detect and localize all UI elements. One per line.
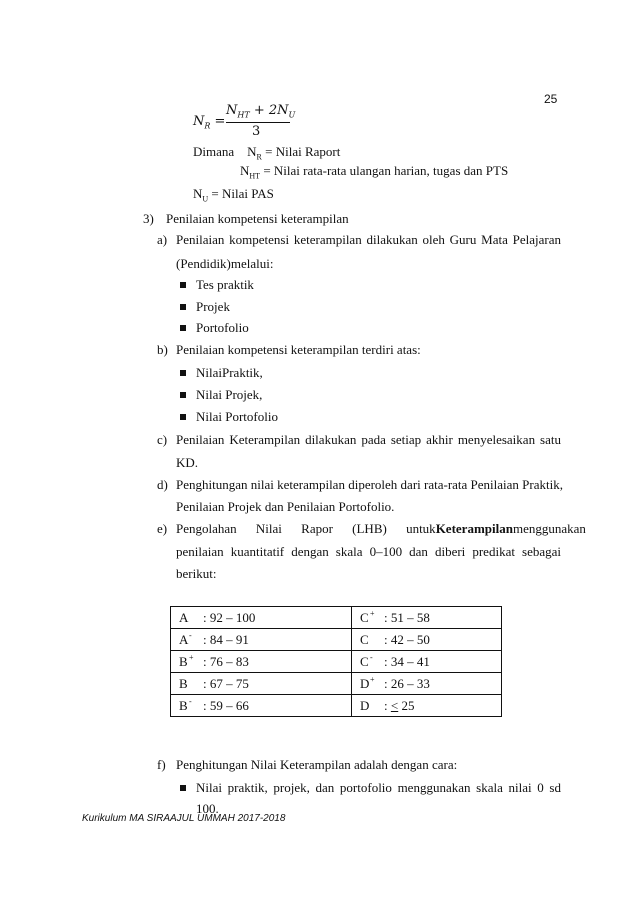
b-bullet-3: Nilai Portofolio <box>196 409 278 424</box>
grade-table-row <box>171 607 502 629</box>
item-a-line2: (Pendidik)melalui: <box>176 256 274 271</box>
bullet-square-icon <box>180 370 186 376</box>
grade-cell <box>352 607 502 629</box>
grade-range: : 67 – 75 <box>203 675 249 691</box>
page-number: 25 <box>544 92 558 106</box>
grade-modifier: + <box>370 609 375 619</box>
bullet-square-icon <box>180 414 186 420</box>
grade-table-row <box>171 673 502 695</box>
item-c-line2: KD. <box>176 455 199 470</box>
grade-letter: D <box>360 697 370 713</box>
grade-modifier: - <box>189 631 192 641</box>
formula-numerator-sub2: U <box>288 110 296 120</box>
nr-sub: R <box>256 152 262 162</box>
grade-letter: B <box>179 653 188 669</box>
grade-table-row <box>171 695 502 717</box>
grade-range: : 76 – 83 <box>203 653 249 669</box>
grade-modifier: + <box>370 675 375 685</box>
b-bullet-1: NilaiPraktik, <box>196 365 263 380</box>
grade-letter: A <box>179 609 189 625</box>
grade-cell <box>352 651 502 673</box>
grade-letter: A <box>179 631 189 647</box>
bullet-square-icon <box>180 304 186 310</box>
section-3-number: 3) <box>143 211 154 226</box>
grade-cell <box>171 607 352 629</box>
f-bullet-line1: Nilai praktik, projek, dan portofolio menggunakan skala nilai 0 sd <box>196 780 561 795</box>
item-e-label: e) <box>157 521 168 536</box>
item-e-line3: berikut: <box>176 566 217 581</box>
item-d-label: d) <box>157 477 168 492</box>
a-bullet-1: Tes praktik <box>196 277 254 292</box>
grade-cell <box>171 695 352 717</box>
grade-range: : 84 – 91 <box>203 631 249 647</box>
grade-cell <box>171 629 352 651</box>
item-e-line1-end <box>436 521 586 537</box>
grade-cell <box>352 673 502 695</box>
nht-symbol: N <box>240 163 250 178</box>
grade-cell <box>171 651 352 673</box>
grade-range: : 42 – 50 <box>384 631 430 647</box>
item-e-line1 <box>176 521 586 537</box>
bullet-square-icon <box>180 325 186 331</box>
nr-symbol: N <box>247 144 257 159</box>
nr-text: = Nilai Raport <box>265 144 341 159</box>
definition-nr <box>193 144 340 162</box>
grade-range: : 34 – 41 <box>384 653 430 669</box>
grade-range: : 92 – 100 <box>203 609 256 625</box>
grade-letter: D <box>360 675 370 691</box>
item-e-line1-post: menggunakan <box>512 521 586 536</box>
bullet-square-icon <box>180 282 186 288</box>
item-e-line1-pre: Pengolahan Nilai Rapor (LHB) untuk <box>176 521 436 536</box>
formula-numerator-rest: + 2N <box>249 103 289 118</box>
grade-letter: B <box>179 697 188 713</box>
grade-range: : 26 – 33 <box>384 675 430 691</box>
grade-letter: B <box>179 675 188 691</box>
item-d-line1: Penghitungan nilai keterampilan diperoleh dari rata-rata Penilaian Praktik, <box>176 477 563 492</box>
item-a-label: a) <box>157 232 168 247</box>
footer-text: Kurikulum MA SIRAAJUL UMMAH 2017-2018 <box>82 813 286 824</box>
section-3-title: Penilaian kompetensi keterampilan <box>166 211 349 226</box>
a-bullet-2: Projek <box>196 299 230 314</box>
nht-sub: HT <box>249 171 261 181</box>
grade-letter: C <box>360 631 369 647</box>
item-f-text: Penghitungan Nilai Keterampilan adalah dengan cara: <box>176 757 458 772</box>
keterampilan-bold: Keterampilan <box>435 521 513 536</box>
item-a-line1: Penilaian kompetensi keterampilan dilakukan oleh Guru Mata Pelajaran <box>176 232 561 247</box>
f-bullet-line2: 100. <box>196 801 219 816</box>
item-f-label: f) <box>157 757 166 772</box>
item-b-text: Penilaian kompetensi keterampilan terdiri atas: <box>176 342 421 357</box>
grade-range: : < 25 <box>384 697 415 713</box>
formula-lhs: N <box>193 114 205 129</box>
grade-cell <box>352 629 502 651</box>
item-e-line2: penilaian kuantitatif dengan skala 0–100 dan diberi predikat sebagai <box>176 544 561 559</box>
less-than-symbol: < <box>390 697 399 713</box>
definition-nht <box>240 163 508 181</box>
b-bullet-2: Nilai Projek, <box>196 387 263 402</box>
fraction-bar <box>226 122 290 123</box>
grade-cell <box>352 695 502 717</box>
grade-range: : 59 – 66 <box>203 697 249 713</box>
grade-letter: C <box>360 609 369 625</box>
nu-sub: U <box>202 194 209 204</box>
formula-numerator-sub: HT <box>237 110 250 120</box>
item-d-line2: Penilaian Projek dan Penilaian Portofolio. <box>176 499 395 514</box>
item-c-line1: Penilaian Keterampilan dilakukan pada setiap akhir menyelesaikan satu <box>176 432 561 447</box>
a-bullet-3: Portofolio <box>196 320 249 335</box>
grade-table-row <box>171 651 502 673</box>
grade-letter: C <box>360 653 369 669</box>
item-c-label: c) <box>157 432 168 447</box>
definition-nu <box>193 186 274 204</box>
grade-table-row <box>171 629 502 651</box>
nu-text: = Nilai PAS <box>211 186 274 201</box>
bullet-square-icon <box>180 392 186 398</box>
grade-modifier: - <box>189 697 192 707</box>
grade-modifier: - <box>370 653 373 663</box>
formula-lhs-sub: R <box>204 121 211 131</box>
nu-symbol: N <box>193 186 203 201</box>
nht-text: = Nilai rata-rata ulangan harian, tugas dan PTS <box>263 163 509 178</box>
grade-modifier: + <box>189 653 194 663</box>
bullet-square-icon <box>180 785 186 791</box>
formula-denominator: 3 <box>252 124 261 139</box>
grade-range: : 51 – 58 <box>384 609 430 625</box>
definition-prefix: Dimana <box>193 144 235 159</box>
grade-cell <box>171 673 352 695</box>
formula-numerator: N <box>226 103 238 118</box>
item-b-label: b) <box>157 342 168 357</box>
grade-table <box>170 606 502 717</box>
